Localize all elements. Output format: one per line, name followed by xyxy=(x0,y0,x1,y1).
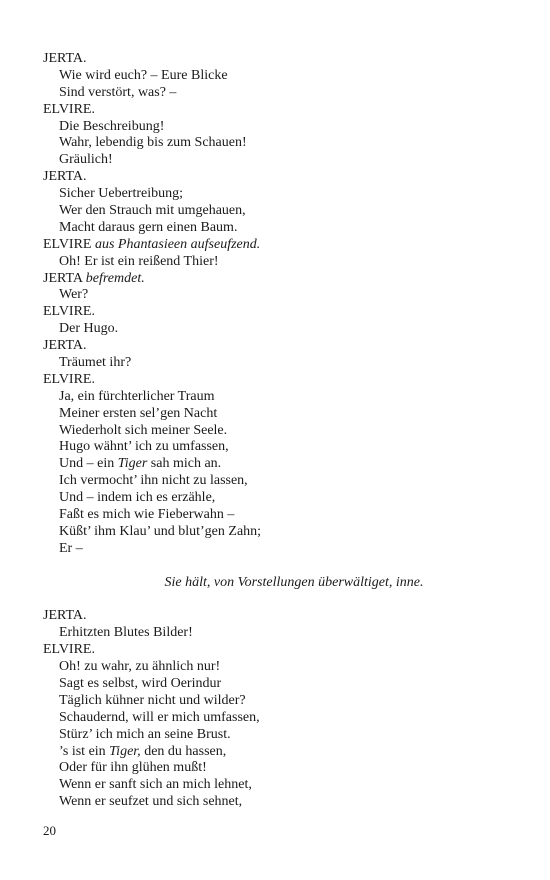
italic-text: Sie hält, von Vorstellungen überwältiget, inne. xyxy=(164,574,424,590)
verse-line xyxy=(43,710,523,727)
text: JERTA. xyxy=(43,51,87,66)
text: Der Hugo. xyxy=(59,321,119,337)
speaker-line xyxy=(43,237,523,254)
text: ’s ist ein xyxy=(59,743,110,759)
text: Träumet ihr? xyxy=(59,355,132,371)
verse-line xyxy=(43,186,523,203)
text: den du hassen, xyxy=(140,743,227,759)
text: Oh! zu wahr, zu ähnlich nur! xyxy=(59,659,221,675)
text: Oder für ihn glühen mußt! xyxy=(59,760,207,776)
text: Oh! Er ist ein reißend Thier! xyxy=(59,253,219,269)
verse-line xyxy=(43,254,523,271)
verse-line xyxy=(43,119,523,136)
italic-text: Tiger xyxy=(117,456,148,472)
speaker-line xyxy=(43,642,523,659)
verse-line xyxy=(43,744,523,761)
text: Wahr, lebendig bis zum Schauen! xyxy=(59,135,247,151)
text: ELVIRE. xyxy=(43,304,95,320)
verse-line xyxy=(43,68,523,85)
text: Sagt es selbst, wird Oerindur xyxy=(59,675,222,691)
text: Faßt es mich wie Fieberwahn – xyxy=(59,507,235,523)
text: Die Beschreibung! xyxy=(59,118,165,134)
verse-line xyxy=(43,220,523,237)
italic-text: aus Phantasieen aufseufzend. xyxy=(94,236,261,252)
italic-text: Tiger, xyxy=(109,743,141,759)
verse-line xyxy=(43,203,523,220)
text: Wer? xyxy=(59,287,89,303)
speaker-line xyxy=(43,102,523,119)
blank-line xyxy=(43,558,523,575)
verse-line xyxy=(43,473,523,490)
verse-line xyxy=(43,355,523,372)
verse-line xyxy=(43,406,523,423)
text: Küßt’ ihm Klau’ und blut’gen Zahn; xyxy=(59,523,262,539)
text: Sind verstört, was? – xyxy=(59,84,177,100)
text: Ich vermocht’ ihn nicht zu lassen, xyxy=(59,473,248,489)
text: Wenn er sanft sich an mich lehnet, xyxy=(59,777,252,793)
verse-line xyxy=(43,541,523,558)
play-text xyxy=(43,51,523,811)
verse-line xyxy=(43,287,523,304)
stage-direction xyxy=(43,575,523,592)
speaker-line xyxy=(43,338,523,355)
text: ELVIRE. xyxy=(43,371,95,387)
verse-line xyxy=(43,727,523,744)
text: Macht daraus gern einen Baum. xyxy=(59,219,238,235)
text: ELVIRE. xyxy=(43,642,95,658)
verse-line xyxy=(43,389,523,406)
speaker-line xyxy=(43,372,523,389)
text: Wer den Strauch mit umgehauen, xyxy=(59,203,246,219)
verse-line xyxy=(43,625,523,642)
verse-line xyxy=(43,85,523,102)
verse-line xyxy=(43,777,523,794)
verse-line xyxy=(43,676,523,693)
speaker-line xyxy=(43,169,523,186)
text: Wiederholt sich meiner Seele. xyxy=(59,422,228,438)
text: JERTA. xyxy=(43,338,87,354)
text: JERTA xyxy=(43,270,86,286)
text: Er – xyxy=(59,540,83,556)
speaker-line xyxy=(43,271,523,288)
italic-text: befremdet. xyxy=(85,270,145,286)
text: Sicher Uebertreibung; xyxy=(59,186,184,202)
text: ELVIRE. xyxy=(43,101,95,117)
text: Ja, ein fürchterlicher Traum xyxy=(59,388,215,404)
blank-line xyxy=(43,592,523,609)
page-number: 20 xyxy=(43,823,56,838)
verse-line xyxy=(43,693,523,710)
text: Wenn er seufzet und sich sehnet, xyxy=(59,794,243,810)
verse-line xyxy=(43,423,523,440)
verse-line xyxy=(43,135,523,152)
speaker-line xyxy=(43,608,523,625)
text: Wie wird euch? – Eure Blicke xyxy=(59,67,228,83)
verse-line xyxy=(43,794,523,811)
text: Meiner ersten sel’gen Nacht xyxy=(59,405,218,421)
verse-line xyxy=(43,507,523,524)
speaker-line xyxy=(43,51,523,68)
text: Stürz’ ich mich an seine Brust. xyxy=(59,726,231,742)
verse-line xyxy=(43,152,523,169)
verse-line xyxy=(43,524,523,541)
verse-line xyxy=(43,760,523,777)
text: Erhitzten Blutes Bilder! xyxy=(59,625,193,641)
text: ELVIRE xyxy=(43,236,95,252)
verse-line xyxy=(43,490,523,507)
verse-line xyxy=(43,439,523,456)
text: Und – ein xyxy=(59,456,118,472)
speaker-line xyxy=(43,304,523,321)
verse-line xyxy=(43,321,523,338)
text: Gräulich! xyxy=(59,152,113,168)
text: Schaudernd, will er mich umfassen, xyxy=(59,709,260,725)
verse-line xyxy=(43,456,523,473)
text: JERTA. xyxy=(43,169,87,185)
text: sah mich an. xyxy=(147,456,222,472)
text: JERTA. xyxy=(43,608,87,624)
text: Täglich kühner nicht und wilder? xyxy=(59,692,246,708)
verse-line xyxy=(43,659,523,676)
text: Und – indem ich es erzähle, xyxy=(59,490,216,506)
text: Hugo wähnt’ ich zu umfassen, xyxy=(59,439,229,455)
